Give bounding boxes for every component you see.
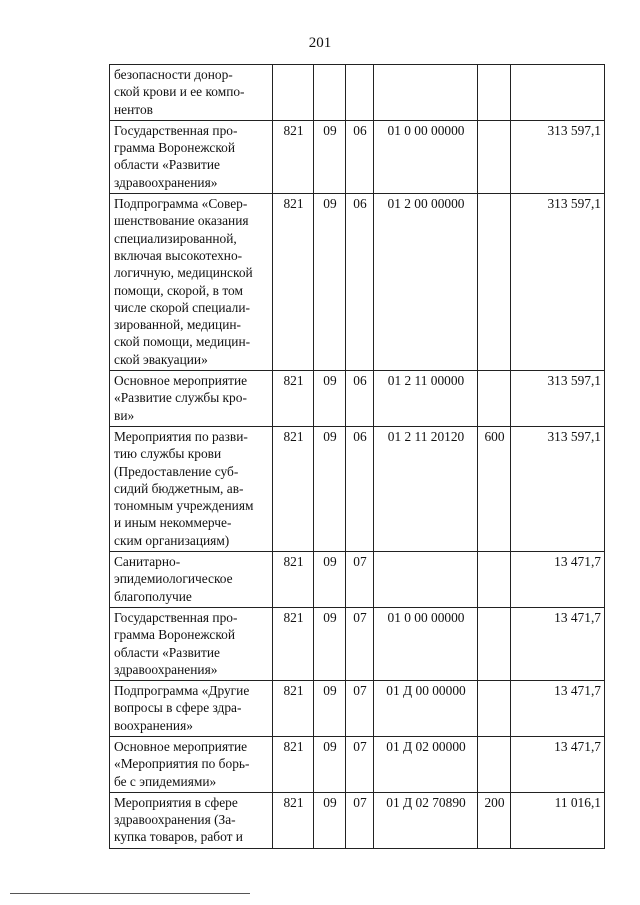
amount-cell: 13 471,7 [511,607,605,680]
item-name-cell [110,426,273,551]
item-name-line: (Предоставление суб- [114,463,239,479]
item-name-line: ской крови и ее компо- [114,84,245,100]
expense-type-cell [478,681,511,737]
table-row [110,426,605,551]
item-name-line: нентов [114,101,153,117]
subsection-code-cell: 07 [346,792,374,848]
ministry-code-cell: 821 [273,371,314,427]
table-row [110,607,605,680]
section-code-cell: 09 [314,426,346,551]
item-name-line: «Развитие службы кро- [114,390,247,406]
expense-type-cell [478,552,511,608]
section-code-cell: 09 [314,792,346,848]
item-name-cell [110,607,273,680]
ministry-code-cell: 821 [273,426,314,551]
ministry-code-cell: 821 [273,194,314,371]
ministry-code-cell: 821 [273,552,314,608]
table-row [110,194,605,371]
subsection-code-cell: 07 [346,681,374,737]
item-name-line: безопасности донор- [114,67,233,82]
item-name-line: тономным учреждениям [114,498,254,514]
amount-cell: 313 597,1 [511,426,605,551]
item-name-line: бе с эпидемиями» [114,773,217,789]
target-article-cell: 01 Д 02 70890 [374,792,478,848]
subsection-code-cell: 06 [346,371,374,427]
item-name-line: ской помощи, медицин- [114,334,251,350]
expense-type-cell [478,120,511,193]
ministry-code-cell [273,65,314,121]
item-name-line: Мероприятия в сфере [114,794,238,810]
item-name-line: воохранения» [114,717,193,733]
item-name-line: помощи, скорой, в том [114,282,243,298]
subsection-code-cell: 06 [346,426,374,551]
amount-cell: 13 471,7 [511,552,605,608]
ministry-code-cell: 821 [273,736,314,792]
amount-cell: 313 597,1 [511,371,605,427]
item-name-cell [110,194,273,371]
amount-cell: 13 471,7 [511,681,605,737]
amount-cell: 313 597,1 [511,120,605,193]
item-name-cell [110,552,273,608]
item-name-line: включая высокотехно- [114,247,243,263]
target-article-cell: 01 Д 00 00000 [374,681,478,737]
amount-cell: 11 016,1 [511,792,605,848]
table-row [110,736,605,792]
target-article-cell: 01 2 00 00000 [374,194,478,371]
item-name-line: зированной, медицин- [114,317,242,333]
item-name-line: купка товаров, работ и [114,829,243,845]
item-name-line: «Мероприятия по борь- [114,756,250,772]
section-code-cell: 09 [314,194,346,371]
item-name-line: области «Развитие [114,157,220,173]
item-name-line: шенствование оказания [114,213,249,229]
subsection-code-cell [346,65,374,121]
section-code-cell: 09 [314,736,346,792]
item-name-line: тию службы крови [114,446,222,462]
table-body [110,65,605,849]
expense-type-cell [478,65,511,121]
table-row [110,65,605,121]
item-name-cell [110,681,273,737]
target-article-cell: 01 0 00 00000 [374,607,478,680]
ministry-code-cell: 821 [273,120,314,193]
subsection-code-cell: 07 [346,607,374,680]
subsection-code-cell: 06 [346,194,374,371]
item-name-line: логичную, медицинской [114,265,253,281]
item-name-line: грамма Воронежской [114,627,236,643]
table-row [110,792,605,848]
footnote-divider [10,893,250,894]
expense-type-cell [478,607,511,680]
amount-cell: 13 471,7 [511,736,605,792]
item-name-line: грамма Воронежской [114,140,236,156]
page-number: 201 [308,35,332,51]
ministry-code-cell: 821 [273,681,314,737]
section-code-cell: 09 [314,607,346,680]
item-name-line: Основное мероприятие [114,738,248,754]
item-name-cell [110,371,273,427]
item-name-line: здравоохранения» [114,174,218,190]
item-name-line: числе скорой специали- [114,299,250,315]
item-name-line: здравоохранения» [114,661,218,677]
target-article-cell [374,552,478,608]
subsection-code-cell: 07 [346,552,374,608]
expense-type-cell [478,194,511,371]
item-name-cell [110,792,273,848]
item-name-line: Санитарно- [114,554,181,570]
item-name-line: ским организациям) [114,532,230,548]
expense-type-cell: 600 [478,426,511,551]
amount-cell [511,65,605,121]
item-name-line: Государственная про- [114,122,238,138]
item-name-line: Мероприятия по разви- [114,428,248,444]
ministry-code-cell: 821 [273,607,314,680]
item-name-cell [110,120,273,193]
item-name-cell [110,736,273,792]
item-name-line: Государственная про- [114,609,238,625]
target-article-cell: 01 0 00 00000 [374,120,478,193]
target-article-cell: 01 2 11 00000 [374,371,478,427]
item-name-cell [110,65,273,121]
target-article-cell: 01 2 11 20120 [374,426,478,551]
target-article-cell [374,65,478,121]
expense-type-cell [478,371,511,427]
item-name-line: Подпрограмма «Совер- [114,196,248,212]
expense-type-cell [478,736,511,792]
amount-cell: 313 597,1 [511,194,605,371]
ministry-code-cell: 821 [273,792,314,848]
item-name-line: благополучие [114,588,192,604]
item-name-line: сидий бюджетным, ав- [114,480,244,496]
target-article-cell: 01 Д 02 00000 [374,736,478,792]
item-name-line: здравоохранения (За- [114,812,236,828]
subsection-code-cell: 07 [346,736,374,792]
expense-type-cell: 200 [478,792,511,848]
item-name-line: вопросы в сфере здра- [114,700,242,716]
section-code-cell: 09 [314,120,346,193]
item-name-line: области «Развитие [114,644,220,660]
section-code-cell [314,65,346,121]
table-row [110,681,605,737]
item-name-line: Подпрограмма «Другие [114,683,250,699]
section-code-cell: 09 [314,681,346,737]
table-row [110,552,605,608]
budget-table [109,64,605,849]
item-name-line: эпидемиологическое [114,571,233,587]
section-code-cell: 09 [314,552,346,608]
item-name-line: и иным некоммерче- [114,515,232,531]
item-name-line: Основное мероприятие [114,373,248,389]
item-name-line: ви» [114,407,135,423]
item-name-line: специализированной, [114,230,237,246]
section-code-cell: 09 [314,371,346,427]
table-row [110,371,605,427]
subsection-code-cell: 06 [346,120,374,193]
item-name-line: ской эвакуации» [114,351,208,367]
table-row [110,120,605,193]
